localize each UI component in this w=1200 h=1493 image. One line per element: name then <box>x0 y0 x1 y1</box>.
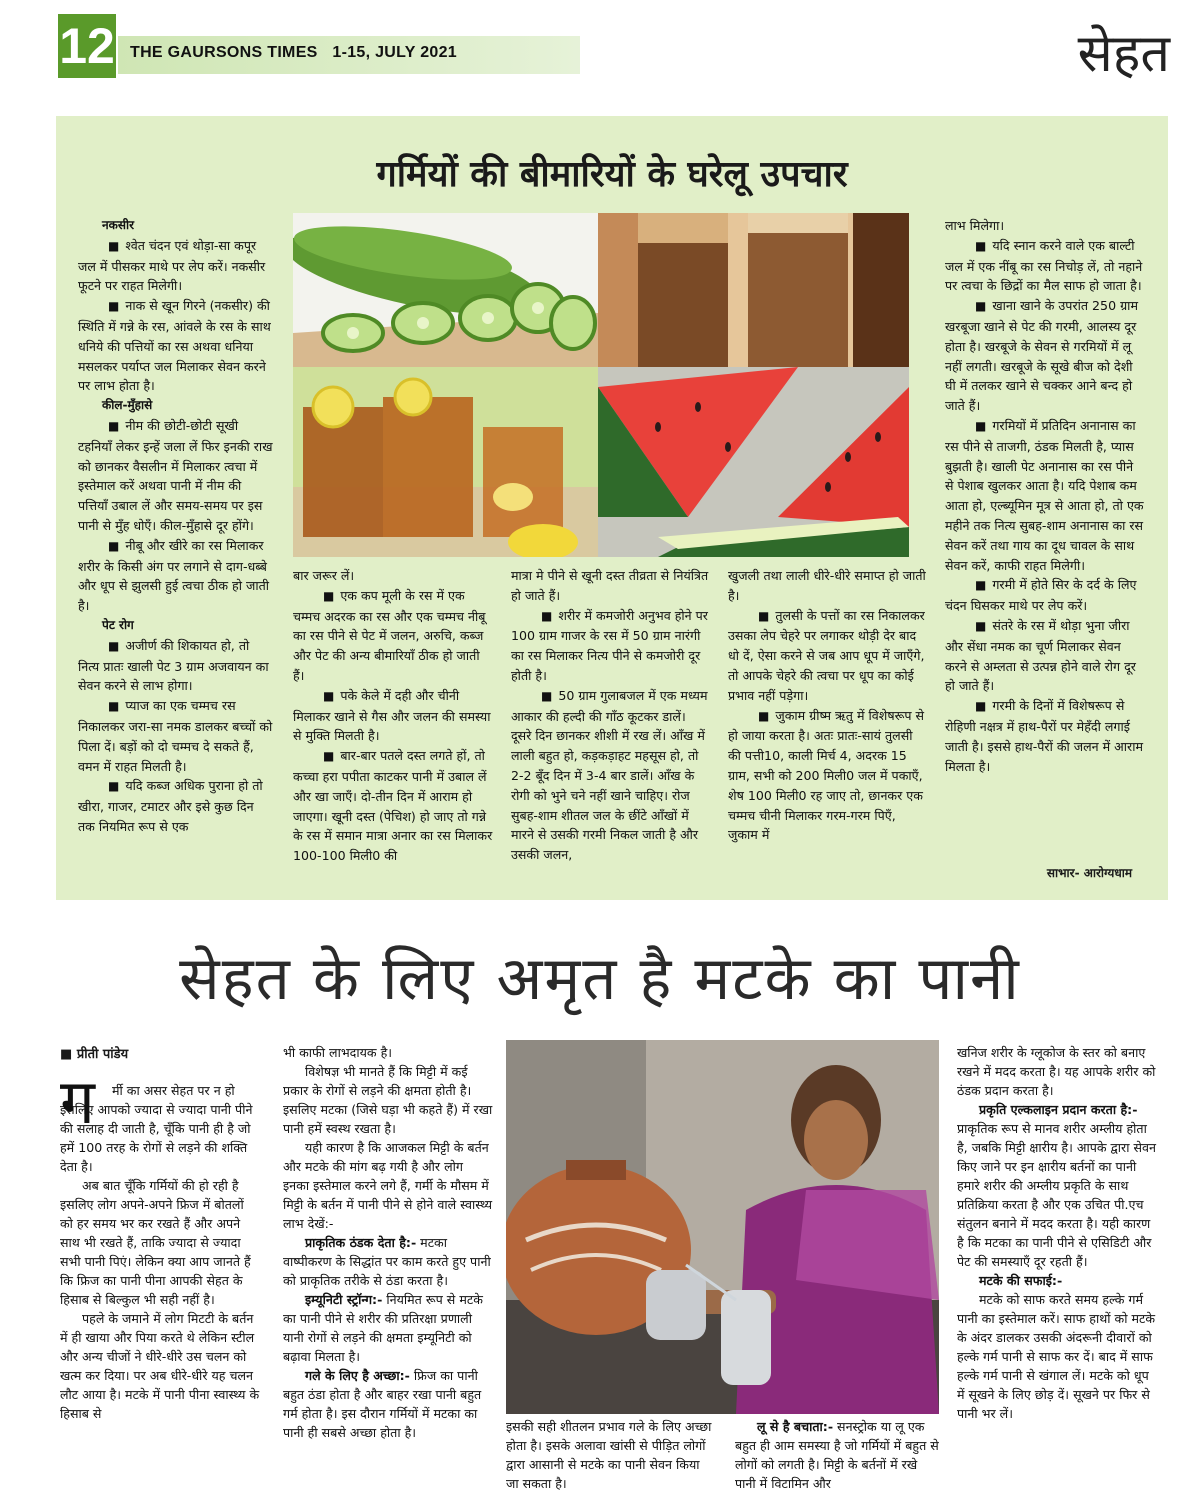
author-byline <box>60 1044 128 1062</box>
subhead-text: प्राकृतिक रूप से मानव शरीर अम्लीय होता है, जबकि मिट्टी क्षारीय है। आपके द्वारा सेवन किए जाने पर इन क्षारीय बर्तनों का पानी हमारे शरीर की अम्लीय प्रकृति के साथ प्रतिक्रिया करता है और एक उचित पी.एच संतुलन बनाने में मदद करता है। यही कारण है कि मटका का पानी पीने से एसिडिटी और पेट की समस्याएँ दूर रहती हैं। <box>957 1121 1156 1269</box>
bullet-paragraph: ■ जुकाम ग्रीष्म ऋतु में विशेषरूप से हो जाया करता है। अतः प्रातः-सायं तुलसी की पत्ती10, काली मिर्च 4, अदरक 15 ग्राम, सभी को 200 मिली0 जल में पकाएँ, शेष 100 मिली0 रह जाए तो, छानकर एक चम्मच चीनी मिलाकर गरम-गरम पिएँ, जुकाम में <box>728 706 926 846</box>
bullet-paragraph: ■ नाक से खून गिरने (नकसीर) की स्थिति में गन्ने के रस, आंवले के रस के साथ धनिये की पत्तियों का रस अथवा धनिया मसलकर पर्याप्त जल मिलाकर सेवन करने पर लाभ होता है। <box>78 296 274 396</box>
bullet-paragraph: ■ गरमी में होते सिर के दर्द के लिए चंदन घिसकर माथे पर लेप करें। <box>945 575 1145 616</box>
article1-column-1 <box>78 216 274 837</box>
bullet-paragraph: ■ खाना खाने के उपरांत 250 ग्राम खरबूजा खाने से पेट की गरमी, आलस्य दूर होता है। खरबूजे के सेवन से गरमियों में लू नहीं लगती। खरबूजे के सूखे बीज को देशी घी में तलकर खाने से चक्कर आने बन्द हो जाते हैं। <box>945 296 1145 416</box>
page-number: 12 <box>58 14 116 78</box>
source-credit: साभार- आरोग्यधाम <box>1046 866 1132 880</box>
bullet-paragraph: ■ नीम की छोटी-छोटी सूखी टहनियाँ लेकर इन्हें जला लें फिर इनकी राख को छानकर वैसलीन में मिलाकर त्वचा में इस्तेमाल करें अथवा पानी में नीम की पत्तियाँ उबाल लें और समय-समय पर इस पानी से मुँह धोएँ। कील-मुँहासे दूर होंगे। <box>78 416 274 536</box>
paragraph: भी काफी लाभदायक है। <box>283 1045 393 1060</box>
paragraph: लाभ मिलेगा। <box>945 218 1005 233</box>
iced-tea-photo <box>293 367 598 557</box>
subhead-label: मटके की सफाई:- <box>979 1273 1063 1288</box>
subhead-label: गले के लिए है अच्छा:- <box>305 1368 410 1383</box>
article2-column-3 <box>506 1417 716 1493</box>
article1-column-4 <box>728 566 926 845</box>
paragraph: खुजली तथा लाली धीरे-धीरे समाप्त हो जाती है। <box>728 568 926 603</box>
bullet-paragraph: ■ संतरे के रस में थोड़ा भुना जीरा और सेंधा नमक का चूर्ण मिलाकर सेवन करने से अम्लता से उत्पन्न होने वाले रोग दूर हो जाते हैं। <box>945 616 1145 696</box>
paragraph: र्मी का असर सेहत पर न हो इसलिए आपको ज्यादा से ज्यादा पानी पीने की सलाह दी जाती है, चूँकि पानी ही है जो हमें 100 तरह के रोगों से लड़ने की शक्ति देता है। <box>60 1083 253 1174</box>
bullet-paragraph: ■ गरमियों में प्रतिदिन अनानास का रस पीने से ताजगी, ठंडक मिलती है, प्यास बुझती है। खाली पेट अनानास का रस पीने से पेशाब खुलकर आता है। यदि पेशाब कम आता हो, एल्ब्यूमिन मूत्र से आता हो, तो एक महीने तक नित्य सुबह-शाम अनानास का रस सेवन करें तथा गाय का दूध चावल के साथ सेवन करें, काफी राहत मिलेगी। <box>945 416 1145 575</box>
issue-date: 1-15, JULY 2021 <box>332 44 457 61</box>
paragraph: पहले के जमाने में लोग मिटटी के बर्तन में ही खाया और पिया करते थे लेकिन स्टील और अन्य चीजों ने धीरे-धीरे उस चलन को खत्म कर दिया। पर अब धीरे-धीरे यह चलन लौट आया है। मटके में पानी पीना स्वास्थ्य के हिसाब से <box>60 1311 260 1421</box>
iced-coffee-photo <box>598 213 909 367</box>
watermelon-photo <box>598 367 909 557</box>
bullet-paragraph: ■ तुलसी के पत्तों का रस निकालकर उसका लेप चेहरे पर लगाकर थोड़ी देर बाद धो दें, ऐसा करने से जब आप धूप में जाएँगे, तो आपके चेहरे की त्वचा पर धूप का कोई प्रभाव नहीं पड़ेगा। <box>728 606 926 706</box>
subheading: कील-मुँहासे <box>102 398 153 413</box>
bullet-paragraph: ■ शरीर में कमजोरी अनुभव होने पर 100 ग्राम गाजर के रस में 50 ग्राम नारंगी का रस मिलाकर नित्य पीने से कमजोरी दूर होती है। <box>511 606 709 686</box>
paragraph: अब बात चूँकि गर्मियों की हो रही है इसलिए लोग अपने-अपने फ्रिज में बोतलों को हर समय भर कर रखते हैं और अपने साथ भी रखते हैं, ताकि ज्यादा से ज्यादा सभी पानी पिएं। लेकिन क्या आप जानते हैं कि फ्रिज का पानी पीना आपकी सेहत के हिसाब से बिल्कुल भी सही नहीं है। <box>60 1178 251 1307</box>
paragraph: विशेषज्ञ भी मानते हैं कि मिट्टी में कई प्रकार के रोगों से लड़ने की क्षमता होती है। इसलिए मटका (जिसे घड़ा भी कहते हैं) में रखा पानी हमें स्वस्थ रखता है। <box>283 1064 493 1136</box>
article1-column-3 <box>511 566 709 865</box>
drop-cap: ग <box>60 1065 95 1138</box>
subheading: पेट रोग <box>102 617 134 632</box>
section-title: सेहत <box>1077 24 1170 84</box>
article2-column-5 <box>957 1043 1157 1423</box>
paragraph: मात्रा मे पीने से खूनी दस्त तीव्रता से नियंत्रित हो जाते हैं। <box>511 568 709 603</box>
bullet-paragraph: ■ गरमी के दिनों में विशेषरूप से रोहिणी नक्षत्र में हाथ-पैरों पर मेहँदी लगाई जाती है। इससे हाथ-पैरों की जलन में आराम मिलता है। <box>945 696 1145 776</box>
girl-with-pot-photo <box>506 1040 939 1414</box>
article1-column-2 <box>293 566 493 866</box>
subhead-text: नियमित रूप से मटके का पानी पीने से शरीर की प्रतिरक्षा प्रणाली यानी रोगों से लड़ने की क्षमता इम्यूनिटी को बढ़ावा मिलता है। <box>283 1292 483 1364</box>
subhead-label: प्रकृति एल्कलाइन प्रदान करता है:- <box>979 1102 1138 1117</box>
bullet-paragraph: ■ श्वेत चंदन एवं थोड़ा-सा कपूर जल में पीसकर माथे पर लेप करें। नकसीर फूटने पर राहत मिलेगी। <box>78 236 274 296</box>
bullet-paragraph: ■ यदि कब्ज अधिक पुराना हो तो खीरा, गाजर, टमाटर और इसे कुछ दिन तक नियमित रूप से एक <box>78 776 274 836</box>
bullet-paragraph: ■ अजीर्ण की शिकायत हो, तो नित्य प्रातः खाली पेट 3 ग्राम अजवायन का सेवन करने से लाभ होगा। <box>78 636 274 696</box>
bullet-paragraph: ■ 50 ग्राम गुलाबजल में एक मध्यम आकार की हल्दी की गाँठ कूटकर डालें। दूसरे दिन छानकर शीशी में रख लें। आँख में लाली बहुत हो, कड़कड़ाहट महसूस हो, तो 2-2 बूँद दिन में 3-4 बार डालें। आँख के रोगी को भुने चने नहीं खाने चाहिए। रोज सुबह-शाम शीतल जल के छींटे आँखों में मारने से उसकी गरमी निकल जाती है और उसकी जलन, <box>511 686 709 865</box>
article2-column-4 <box>735 1417 939 1493</box>
article2-column-2 <box>283 1043 493 1442</box>
paragraph: मटके को साफ करते समय हल्के गर्म पानी का इस्तेमाल करें। साफ हाथों को मटके के अंदर डालकर उसकी अंदरूनी दीवारों को हल्के गर्म पानी से साफ कर दें। बाद में साफ हल्के गर्म पानी से खंगाल लें। मटके को धूप में सूखने के लिए छोड़ दें। सूखने पर फिर से पानी भर लें। <box>957 1292 1156 1421</box>
subhead-paragraph <box>735 1417 939 1493</box>
author-name: प्रीती पांडेय <box>76 1047 129 1062</box>
article1-column-5 <box>945 216 1145 776</box>
article2-column-1 <box>60 1081 260 1423</box>
subhead-paragraph <box>283 1233 493 1290</box>
subhead-text: सनस्ट्रोक या लू एक बहुत ही आम समस्या है जो गर्मियों में बहुत से लोगों को लगती है। मिट्टी के बर्तनों में रखे पानी में विटामिन और <box>735 1419 939 1491</box>
bullet-paragraph: ■ प्याज का एक चम्मच रस निकालकर जरा-सा नमक डालकर बच्चों को पिला दें। बड़ों को दो चम्मच दे सकते हैं, वमन में राहत मिलती है। <box>78 696 274 776</box>
bullet-icon: ■ <box>60 1047 73 1062</box>
paragraph: खनिज शरीर के ग्लूकोज के स्तर को बनाए रखने में मदद करता है। यह आपके शरीर को ठंडक प्रदान करता है। <box>957 1045 1156 1098</box>
subheading: नकसीर <box>102 218 135 232</box>
subhead-paragraph <box>957 1100 1157 1271</box>
masthead <box>130 44 457 62</box>
subhead-text: मटका वाष्पीकरण के सिद्धांत पर काम करते हुए पानी को प्राकृतिक तरीके से ठंडा करता है। <box>283 1235 491 1288</box>
subhead-paragraph <box>283 1366 493 1442</box>
bullet-paragraph: ■ एक कप मूली के रस में एक चम्मच अदरक का रस और एक चम्मच नीबू का रस पीने से पेट में जलन, अरुचि, कब्ज और पेट की अन्य बीमारियाँ ठीक हो जाती हैं। <box>293 586 493 686</box>
paragraph: इसकी सही शीतलन प्रभाव गले के लिए अच्छा होता है। इसके अलावा खांसी से पीड़ित लोगों द्वारा आसानी से मटके का पानी सेवन किया जा सकता है। <box>506 1419 712 1491</box>
article1-title: गर्मियों की बीमारियों के घरेलू उपचार <box>376 154 848 195</box>
subhead-label: इम्यूनिटी स्ट्रॉन्ग:- <box>305 1292 383 1307</box>
subhead-paragraph <box>957 1271 1157 1290</box>
article2-title: सेहत के लिए अमृत है मटके का पानी <box>179 944 1021 1014</box>
bullet-paragraph: ■ पके केले में दही और चीनी मिलाकर खाने से गैस और जलन की समस्या से मुक्ति मिलती है। <box>293 686 493 746</box>
bullet-paragraph: ■ बार-बार पतले दस्त लगते हों, तो कच्चा हरा पपीता काटकर पानी में उबाल लें और खा जाएँ। दो-तीन दिन में आराम हो जाएगा। खूनी दस्त (पेचिश) हो जाए तो गन्ने के रस में समान मात्रा अनार का रस मिलाकर 100-100 मिली0 की <box>293 746 493 866</box>
bullet-paragraph: ■ यदि स्नान करने वाले एक बाल्टी जल में एक नींबू का रस निचोड़ लें, तो नहाने पर त्वचा के छिद्रों का मैल साफ हो जाता है। <box>945 236 1145 296</box>
subhead-paragraph <box>283 1290 493 1366</box>
paragraph: बार जरूर लें। <box>293 568 355 583</box>
bullet-paragraph: ■ नीबू और खीरे का रस मिलाकर शरीर के किसी अंग पर लगाने से दाग-धब्बे और धूप से झुलसी हुई त्वचा ठीक हो जाती है। <box>78 536 274 616</box>
paper-name: THE GAURSONS TIMES <box>130 44 318 61</box>
subhead-text: फ्रिज का पानी बहुत ठंडा होता है और बाहर रखा पानी बहुत गर्म होता है। इस दौरान गर्मियों में मटका का पानी ही सबसे अच्छा होता है। <box>283 1368 482 1440</box>
cucumber-photo <box>293 213 598 367</box>
paragraph: यही कारण है कि आजकल मिट्टी के बर्तन और मटके की मांग बढ़ गयी है और लोग इनका इस्तेमाल करने लगे हैं, गर्मी के मौसम में मिट्टी के बर्तन में पानी पीने से होने वाले स्वास्थ्य लाभ देखें:- <box>283 1140 493 1231</box>
subhead-label: प्राकृतिक ठंडक देता है:- <box>305 1235 417 1250</box>
subhead-label: लू से है बचाता:- <box>757 1419 834 1434</box>
